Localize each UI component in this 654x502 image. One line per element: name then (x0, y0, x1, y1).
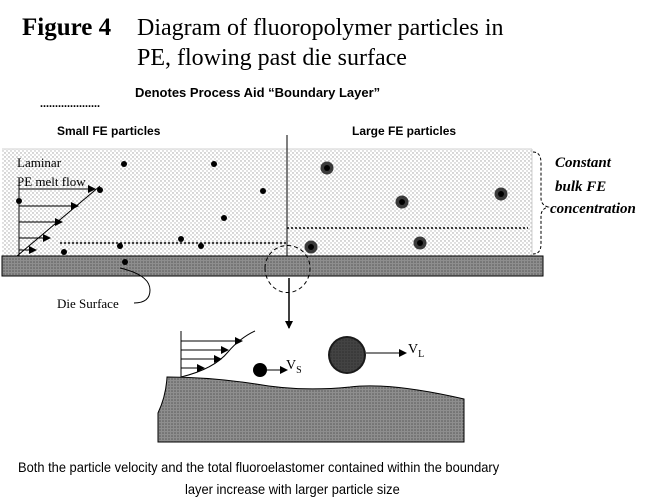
large-particle (324, 165, 330, 171)
flow-label-line1: Laminar (17, 155, 62, 170)
caption-line2: layer increase with larger particle size (185, 481, 400, 497)
concentration-label-line1: Constant (555, 155, 611, 171)
legend-marker: .................... (40, 96, 100, 110)
small-velocity-subscript: S (296, 364, 302, 376)
concentration-brace (533, 152, 548, 254)
small-particles-heading: Small FE particles (57, 124, 161, 138)
flow-label-line2: PE melt flow (17, 174, 86, 189)
concentration-label-line2: bulk FE (555, 179, 607, 195)
concentration-label-line3: concentration (550, 201, 636, 217)
detail-large-particle-shade (330, 338, 364, 372)
detail-profile-curve (181, 331, 255, 377)
small-particle (221, 215, 227, 221)
large-velocity-subscript: L (418, 348, 425, 360)
small-particle (121, 161, 127, 167)
small-particle (117, 243, 123, 249)
small-particle (198, 243, 204, 249)
small-particle (260, 188, 266, 194)
die-surface-label: Die Surface (57, 296, 119, 311)
small-particle (97, 187, 103, 193)
figure-title-line2: PE, flowing past die surface (137, 45, 407, 71)
large-particles-heading: Large FE particles (352, 124, 457, 138)
small-velocity-label (286, 358, 302, 376)
die-surface (2, 256, 543, 276)
small-particle (122, 259, 128, 265)
caption-line1: Both the particle velocity and the total fluoroelastomer contained within the boundary (18, 459, 500, 475)
small-particle (61, 249, 67, 255)
large-velocity-label (408, 342, 424, 360)
large-particle (417, 240, 423, 246)
large-particle (399, 199, 405, 205)
figure-title-line1: Diagram of fluoropolymer particles in (137, 15, 504, 41)
large-particle (308, 244, 314, 250)
melt-region (2, 149, 532, 256)
detail-small-particle (253, 363, 267, 377)
small-velocity-symbol: V (286, 358, 297, 373)
figure-label: Figure 4 (22, 14, 112, 41)
large-particle (498, 191, 504, 197)
detail-die (158, 377, 464, 442)
small-particle (211, 161, 217, 167)
small-particle (178, 236, 184, 242)
large-velocity-symbol: V (408, 342, 419, 357)
legend-text: Denotes Process Aid “Boundary Layer” (135, 85, 381, 100)
small-particle (16, 198, 22, 204)
